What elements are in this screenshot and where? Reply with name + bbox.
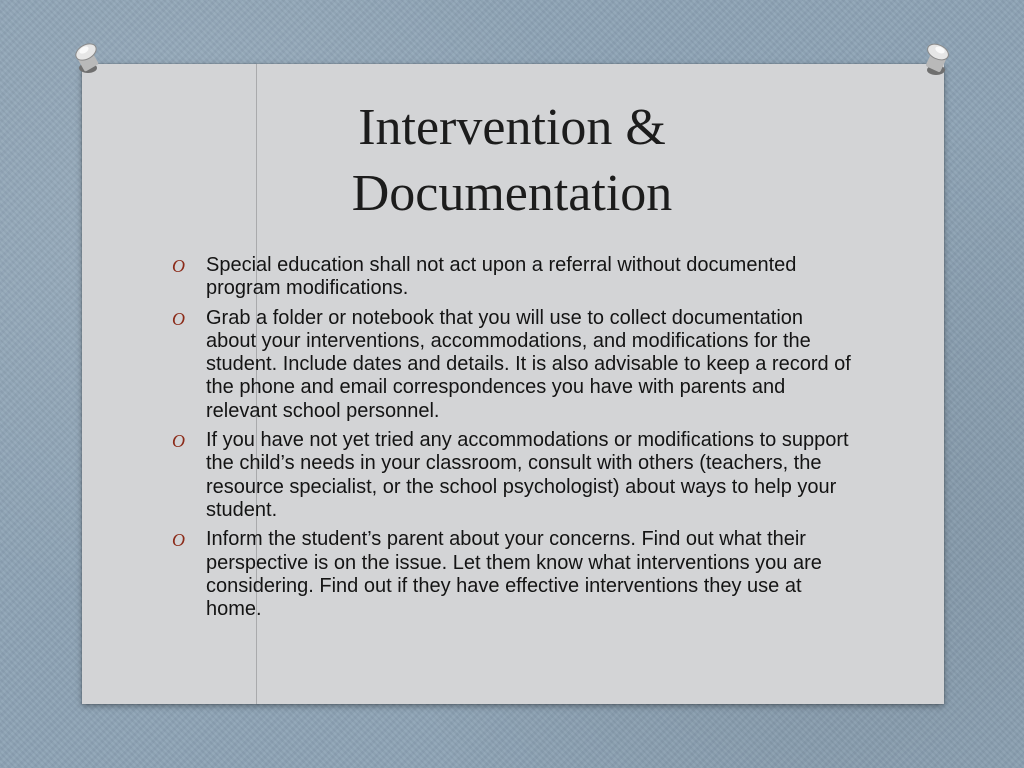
bullet-item-1	[166, 254, 856, 301]
pushpin-left-icon	[68, 40, 108, 80]
bullet-marker-icon: O	[172, 530, 185, 551]
bullet-marker-icon: O	[172, 431, 185, 452]
slide-title-line-1: Intervention &	[358, 99, 666, 156]
bullet-text: Inform the student’s parent about your concerns. Find out what their perspective is on the issue. Let them know what interventions you are considering. Find out if they have effective interventions they use at home.	[206, 528, 822, 621]
bullet-item-2	[166, 307, 856, 423]
bullet-item-4	[166, 528, 856, 621]
slide-title	[90, 95, 934, 227]
pushpin-right-icon	[916, 40, 956, 80]
slide-title-line-2: Documentation	[351, 165, 673, 222]
bullet-item-3	[166, 429, 856, 522]
bullet-marker-icon: O	[172, 308, 185, 329]
bullet-text: If you have not yet tried any accommodations or modifications to support the child’s needs in your classroom, consult with others (teachers, the resource specialist, or the school psychologist) about ways to help your student.	[206, 429, 849, 521]
bullet-text: Grab a folder or notebook that you will use to collect documentation about your interventions, accommodations, and modifications for the student. Include dates and details. It is also advisable to keep a record of the phone and email correspondences you have with parents and relevant school personnel.	[206, 306, 851, 422]
bullet-marker-icon: O	[172, 256, 185, 276]
bullet-text: Special education shall not act upon a referral without documented program modifications.	[206, 254, 797, 300]
bullet-list	[166, 254, 856, 627]
